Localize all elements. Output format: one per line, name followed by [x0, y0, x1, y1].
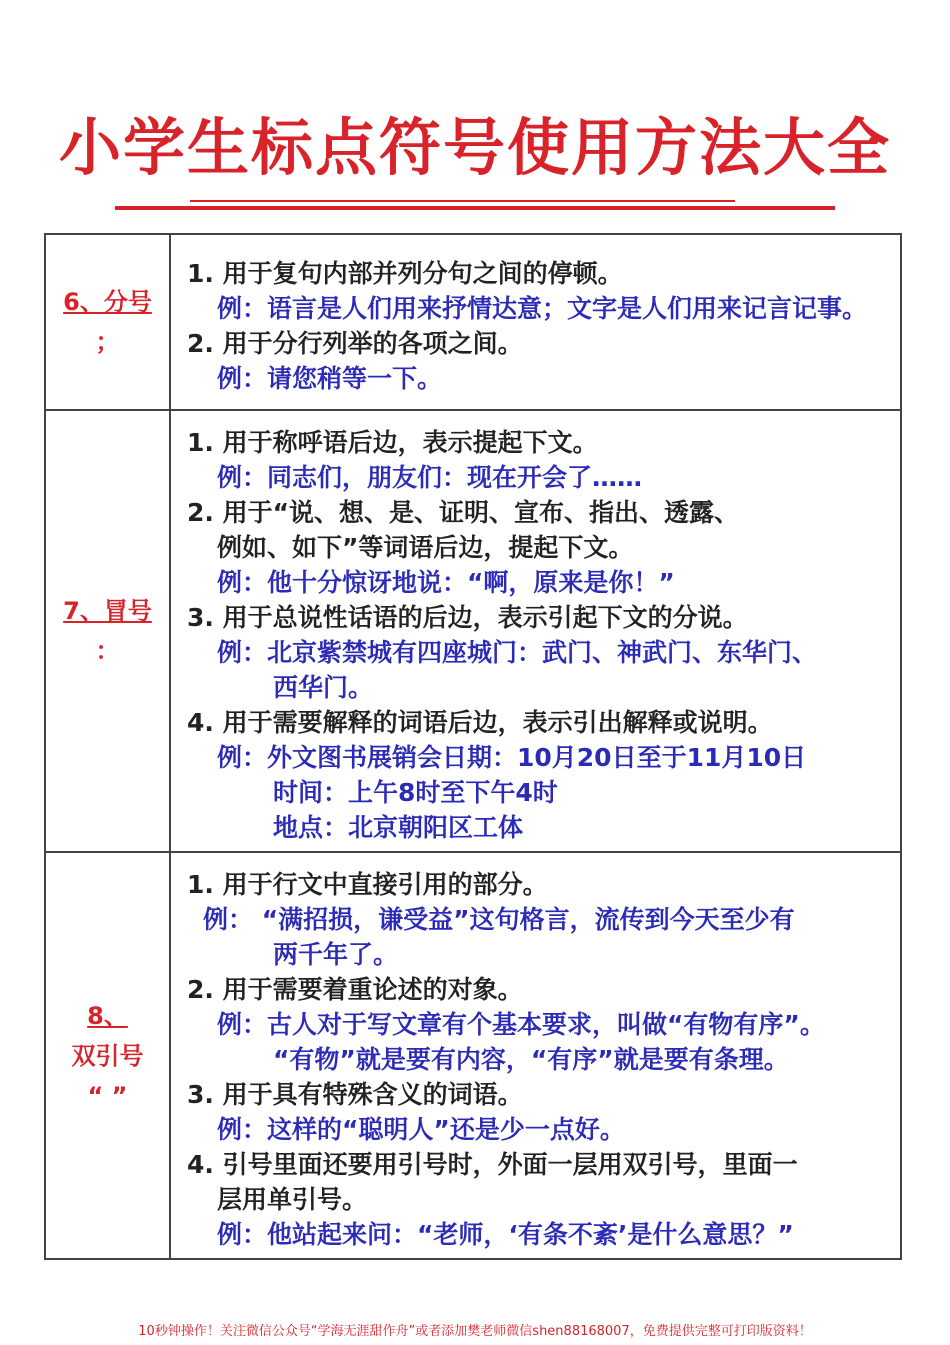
section-label-name: 双引号	[71, 1041, 144, 1070]
rule-line: 2. 用于“说、想、是、证明、宣布、指出、透露、	[187, 498, 740, 527]
rule-line: 2. 用于分行列举的各项之间。	[187, 329, 523, 358]
example-line: 例：外文图书展销会日期：10月20日至于11月10日	[217, 743, 807, 772]
example-line: 例：他站起来问：“老师，‘有条不紊’是什么意思？”	[217, 1220, 794, 1249]
rule-line: 4. 用于需要解释的词语后边，表示引出解释或说明。	[187, 708, 773, 737]
rule-line: 1. 用于行文中直接引用的部分。	[187, 870, 548, 899]
rule-line: 2. 用于需要着重论述的对象。	[187, 975, 523, 1004]
section-label-cell	[45, 234, 170, 410]
rule-line: 1. 用于复句内部并列分句之间的停顿。	[187, 259, 623, 288]
table-row	[45, 852, 901, 1259]
rule-line: 1. 用于称呼语后边，表示提起下文。	[187, 428, 598, 457]
example-line: 地点：北京朝阳区工体	[273, 813, 524, 842]
section-label: 6、分号	[63, 288, 152, 316]
section-symbol: ：	[95, 637, 120, 665]
section-symbol: ；	[95, 328, 120, 356]
section-label: 7、冒号	[63, 597, 152, 625]
example-line: 例：这样的“聪明人”还是少一点好。	[217, 1115, 625, 1144]
title-rule-thin	[190, 200, 735, 202]
example-line: 例：语言是人们用来抒情达意；文字是人们用来记言记事。	[217, 294, 868, 323]
rule-line: 3. 用于具有特殊含义的词语。	[187, 1080, 523, 1109]
example-line: 西华门。	[273, 673, 374, 702]
section-content	[170, 410, 901, 852]
rule-line: 3. 用于总说性话语的后边，表示引起下文的分说。	[187, 603, 748, 632]
section-symbol: “ ”	[87, 1081, 128, 1110]
example-line: 例： “满招损，谦受益”这句格言，流传到今天至少有	[203, 905, 795, 934]
punctuation-table	[44, 233, 902, 1260]
example-line: 例：同志们，朋友们：现在开会了……	[217, 463, 643, 492]
section-label-cell	[45, 410, 170, 852]
rule-line: 4. 引号里面还要用引号时，外面一层用双引号，里面一	[187, 1150, 798, 1179]
example-line: “有物”就是要有内容，“有序”就是要有条理。	[273, 1045, 789, 1074]
page-title: 小学生标点符号使用方法大全	[58, 111, 891, 184]
rule-line: 层用单引号。	[217, 1185, 368, 1214]
section-label: 8、	[87, 1001, 128, 1030]
section-label-cell	[45, 852, 170, 1259]
table-row	[45, 410, 901, 852]
example-line: 例：古人对于写文章有个基本要求，叫做“有物有序”。	[217, 1010, 825, 1039]
title-rule-thick	[115, 206, 835, 210]
footer-note: 10秒钟操作！关注微信公众号“学海无涯甜作舟”或者添加樊老师微信shen88168007，免费提供完整可打印版资料！	[138, 1324, 812, 1339]
example-line: 两千年了。	[273, 940, 399, 969]
section-content	[170, 852, 901, 1259]
table-row	[45, 234, 901, 410]
rule-line: 例如、如下”等词语后边，提起下文。	[217, 533, 634, 562]
example-line: 时间：上午8时至下午4时	[273, 778, 558, 807]
example-line: 例：北京紫禁城有四座城门：武门、神武门、东华门、	[217, 638, 818, 667]
example-line: 例：请您稍等一下。	[217, 364, 443, 393]
example-line: 例：他十分惊讶地说：“啊，原来是你！”	[217, 568, 675, 597]
section-content	[170, 234, 901, 410]
